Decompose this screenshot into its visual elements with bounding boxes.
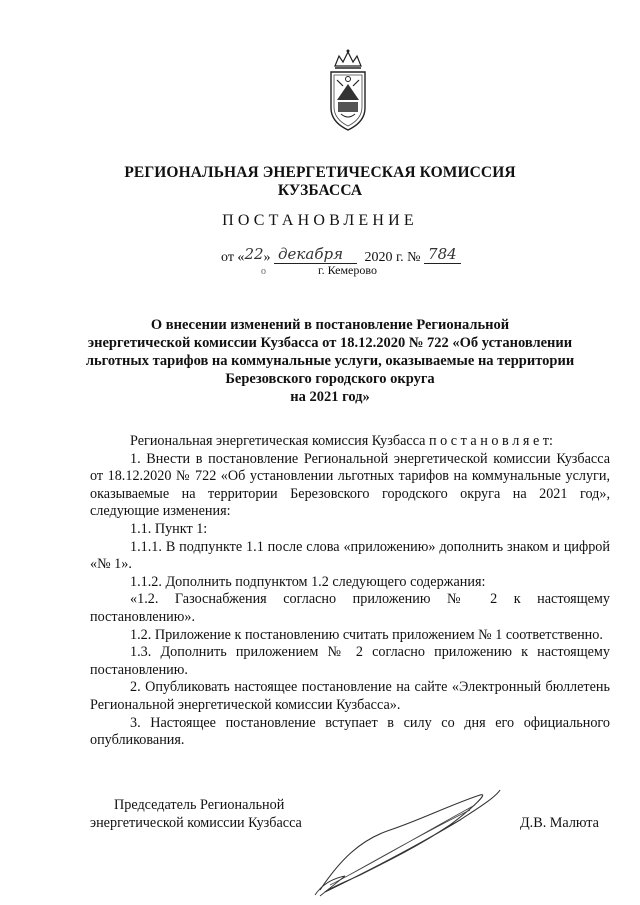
org-name-line2: КУЗБАССА (277, 182, 363, 199)
date-mid: » (263, 250, 271, 265)
paragraph-quote-1-2: «1.2. Газоснабжения согласно приложению № 2 к настоящему постановлению». (90, 591, 610, 625)
signatory-position (90, 797, 302, 832)
stamp-mark: о (261, 266, 266, 277)
paragraph-preamble: Региональная энергетическая комиссия Кузбасса п о с т а н о в л я е т: (130, 433, 553, 449)
date-day: 22 (244, 245, 264, 263)
doc-number: 784 (424, 245, 461, 264)
position-line2: энергетической комиссии Кузбасса (90, 814, 302, 831)
org-name-line1: РЕГИОНАЛЬНАЯ ЭНЕРГЕТИЧЕСКАЯ КОМИССИЯ (124, 164, 516, 181)
paragraph-1-1-1: 1.1.1. В подпункте 1.1 после слова «приложению» дополнить знаком и цифрой «№ 1». (90, 538, 610, 573)
title-line1: О внесении изменений в постановление Региональной (150, 317, 510, 333)
handwritten-signature-icon (300, 780, 510, 900)
signatory-name: Д.В. Малюта (520, 815, 599, 831)
position-line1: Председатель Региональной (114, 797, 285, 813)
paragraph-1-2: 1.2. Приложение к постановлению считать приложением № 1 соответственно. (130, 626, 603, 643)
document-body (90, 433, 610, 750)
paragraph-2: 2. Опубликовать настоящее постановление на сайте «Электронный бюллетень Региональной энергетической комиссии Кузбасса». (90, 679, 610, 713)
date-prefix: от « (221, 250, 245, 265)
doc-type-heading: ПОСТАНОВЛЕНИЕ (222, 212, 418, 229)
paragraph-1: 1. Внести в постановление Региональной энергетической комиссии Кузбасса от 18.12.2020 № 722 «Об установлении льготных тарифов на коммунальные услуги, оказываемые на территории Березовского городского округа на 2021 год», следующие изменения: (90, 450, 610, 520)
title-line2: энергетической комиссии Кузбасса от 18.12.2020 № 722 «Об установлении (87, 335, 573, 351)
date-year: 2020 г. № (364, 250, 421, 265)
document-title (80, 316, 580, 406)
title-line5: на 2021 год» (290, 389, 370, 405)
title-line3: льготных тарифов на коммунальные услуги, оказываемые на территории (85, 353, 575, 369)
paragraph-3: 3. Настоящее постановление вступает в силу со дня его официального опубликования. (90, 714, 610, 749)
paragraph-1-3: 1.3. Дополнить приложением № 2 согласно приложению к настоящему постановлению. (90, 644, 610, 678)
city: г. Кемерово (318, 263, 377, 277)
date-month: декабря (274, 245, 357, 264)
paragraph-1-1-2: 1.1.2. Дополнить подпунктом 1.2 следующего содержания: (130, 573, 486, 590)
coat-of-arms-icon (323, 48, 373, 134)
title-line4: Березовского городского округа (225, 371, 435, 387)
paragraph-1-1: 1.1. Пункт 1: (130, 520, 208, 537)
